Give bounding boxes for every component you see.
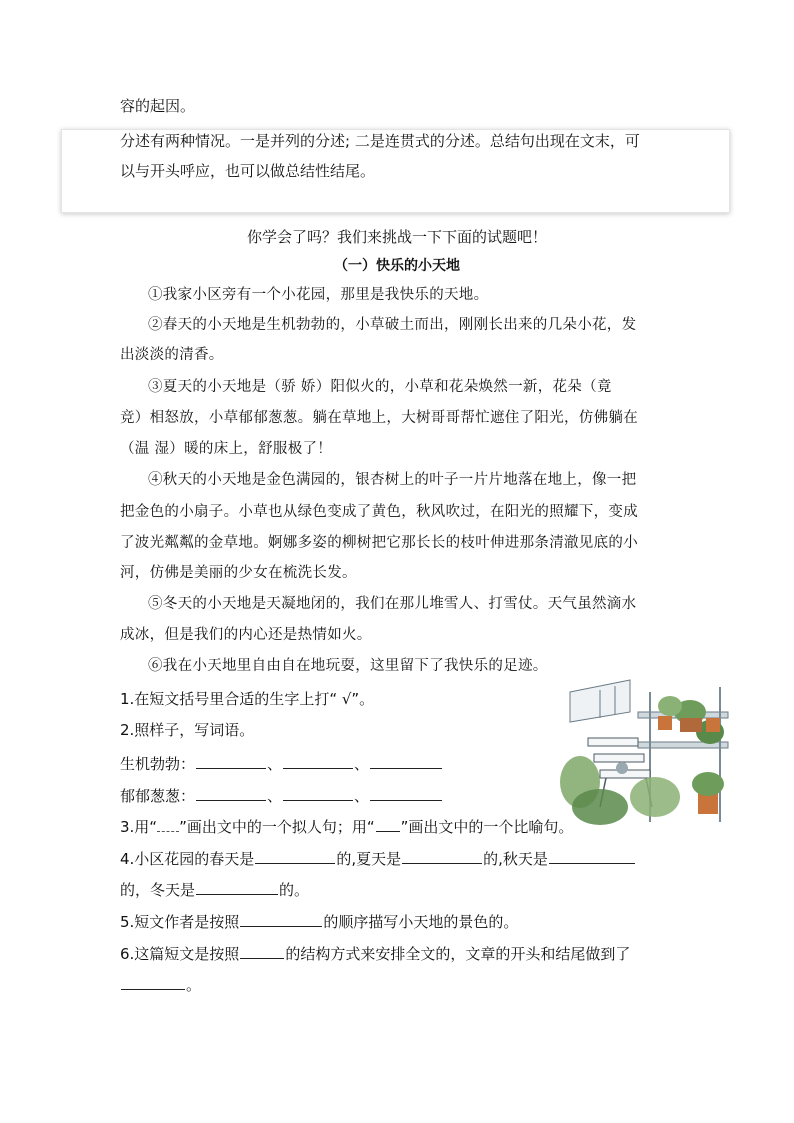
separator: 、 [267,787,283,805]
q6-text-b: 的结构方式来安排全文的，文章的开头和结尾做到了 [285,945,631,963]
straight-line-mark [376,815,400,832]
answer-blank[interactable] [283,784,353,801]
paragraph-2-line-1: ②春天的小天地是生机勃勃的，小草破土而出，刚刚长出来的几朵小花，发 [148,317,637,333]
answer-blank[interactable] [240,942,284,959]
garden-illustration [560,672,736,832]
q5-text-a: 5.短文作者是按照 [120,913,240,931]
summary-line-2: 以与开头呼应，也可以做总结性结尾。 [120,162,376,180]
q5-text-b: 的顺序描写小天地的景色的。 [323,913,519,931]
separator: 、 [354,787,370,805]
answer-blank[interactable] [402,847,482,864]
paragraph-3-line-1: ③夏天的小天地是（骄 娇）阳似火的，小草和花朵焕然一新，花朵（竟 [148,379,612,395]
answer-blank[interactable] [196,752,266,769]
answer-blank[interactable] [196,878,278,895]
separator: 、 [267,755,283,773]
q3-text-a: 3.用“ [120,818,158,836]
challenge-prompt: 你学会了吗？我们来挑战一下下面的试题吧！ [246,228,547,246]
paragraph-3-line-2: 竞）相怒放，小草郁郁葱葱。躺在草地上，大树哥哥帮忙遮住了阳光，仿佛躺在 [120,410,638,426]
answer-blank[interactable] [255,847,335,864]
q3-text-c: ”画出文中的一个比喻句。 [400,818,574,836]
paragraph-5-line-2: 成冰，但是我们的内心还是热情如火。 [120,627,372,643]
question-6-line-1 [120,942,630,964]
question-4-line-2 [120,878,309,900]
paragraph-4-line-1: ④秋天的小天地是金色满园的，银杏树上的叶子一片片地落在地上，像一把 [148,472,637,488]
paragraph-4-line-3: 了波光粼粼的金草地。婀娜多姿的柳树把它那长长的枝叶伸进那条清澈见底的小 [120,535,638,551]
q2-label-2: 郁郁葱葱： [120,787,196,805]
paragraph-5-line-1: ⑤冬天的小天地是天凝地闭的，我们在那儿堆雪人、打雪仗。天气虽然滴水 [148,596,637,612]
question-2-row-1 [120,752,443,774]
q3-text-b: ”画出文中的一个拟人句；用“ [179,818,375,836]
question-1: 1.在短文括号里合适的生字上打“ √”。 [120,690,375,708]
separator: 、 [354,755,370,773]
q6-text-a: 6.这篇短文是按照 [120,945,240,963]
q4-text-b: 的,夏天是 [336,850,402,868]
question-2-row-2 [120,784,443,806]
wavy-line-mark [157,815,179,832]
q4-text-d: 的，冬天是 [120,881,196,899]
q4-text-e: 的。 [279,881,310,899]
q4-text-c: 的,秋天是 [483,850,548,868]
answer-blank[interactable] [196,784,266,801]
question-5 [120,910,518,932]
passage-title: （一）快乐的小天地 [334,258,460,274]
answer-blank[interactable] [370,784,442,801]
question-6-line-2 [120,973,201,995]
paragraph-4-line-2: 把金色的小扇子。小草也从绿色变成了黄色，秋风吹过，在阳光的照耀下，变成 [120,504,638,520]
paragraph-3-line-3: （温 湿）暖的床上，舒服极了！ [120,441,333,457]
answer-blank[interactable] [240,910,322,927]
answer-blank[interactable] [370,752,442,769]
question-3 [120,815,573,837]
paragraph-1: ①我家小区旁有一个小花园，那里是我快乐的天地。 [148,287,489,303]
question-2: 2.照样子，写词语。 [120,721,255,739]
q4-text-a: 4.小区花园的春天是 [120,850,255,868]
q2-label-1: 生机勃勃： [120,755,196,773]
summary-line-1: 分述有两种情况。一是并列的分述; 二是连贯式的分述。总结句出现在文末，可 [120,132,640,150]
intro-tail: 容的起因。 [120,97,196,115]
question-4-line-1 [120,847,636,869]
q6-text-c: 。 [186,976,202,994]
answer-blank[interactable] [121,973,185,990]
answer-blank[interactable] [283,752,353,769]
paragraph-6: ⑥我在小天地里自由自在地玩耍，这里留下了我快乐的足迹。 [148,658,548,674]
paragraph-2-line-2: 出淡淡的清香。 [120,347,224,363]
answer-blank[interactable] [549,847,635,864]
paragraph-4-line-4: 河，仿佛是美丽的少女在梳洗长发。 [120,565,357,581]
